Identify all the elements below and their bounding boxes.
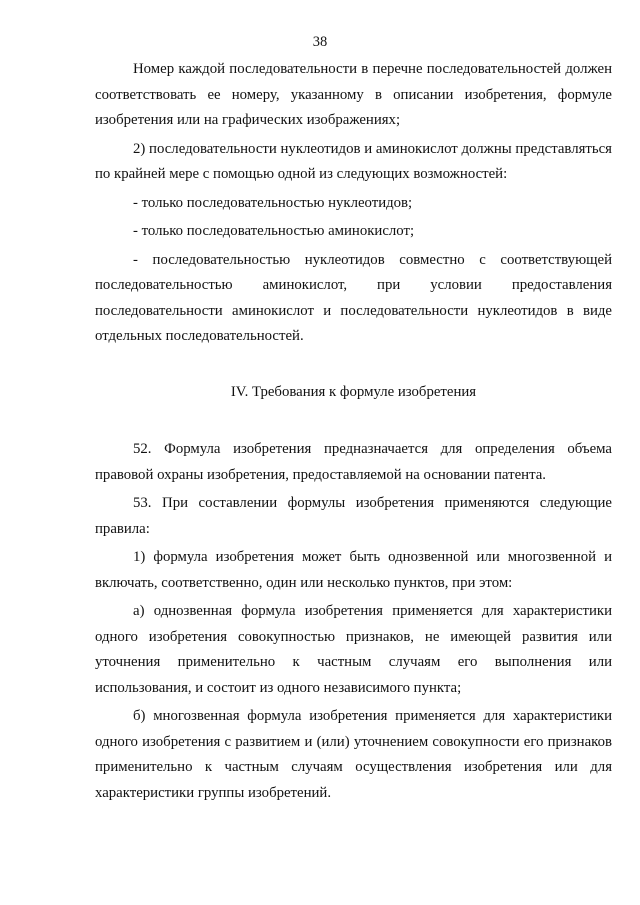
paragraph-rule-1b: б) многозвенная формула изобретения применяется для характеристики одного изобретения с развитием и (или) уточнением совокупности его признаков применительно к частным случаям осуществления изобретения или для характеристики группы изобретений. [95,708,612,801]
list-item-nucleotides-only: - только последовательностью нуклеотидов; [133,194,413,211]
paragraph-sequence-numbering: Номер каждой последовательности в перечне последовательностей должен соответствовать ее номеру, указанному в описании изобретения, формуле изобретения или на графических изображениях; [95,61,612,128]
list-item-amino-acids-only: - только последовательностью аминокислот; [133,223,415,239]
section-heading: IV. Требования к формуле изобретения [230,383,477,400]
paragraph-53: 53. При составлении формулы изобретения применяются следующие правила: [95,495,612,537]
paragraph-rule-1: 1) формула изобретения может быть однозвенной или многозвенной и включать, соответственно, один или несколько пунктов, при этом: [95,549,612,591]
paragraph-52: 52. Формула изобретения предназначается для определения объема правовой охраны изобретения, предоставляемой на основании патента. [95,441,612,483]
list-item-nucleotides-with-amino-acids: - последовательностью нуклеотидов совместно с соответствующей последовательностью аминокислот, при условии предоставления последовательности аминокислот и последовательности нуклеотидов в виде отдельных последовательностей. [95,251,612,344]
paragraph-rule-1a: а) однозвенная формула изобретения применяется для характеристики одного изобретения совокупностью признаков, не имеющей развития или уточнения применительно к частным случаям его выполнения или использования, и состоит из одного независимого пункта; [95,603,612,696]
paragraph-sequence-representation: 2) последовательности нуклеотидов и аминокислот должны представляться по крайней мере с помощью одной из следующих возможностей: [95,140,612,182]
document-body [95,57,612,806]
page-number: 38 [312,34,328,50]
